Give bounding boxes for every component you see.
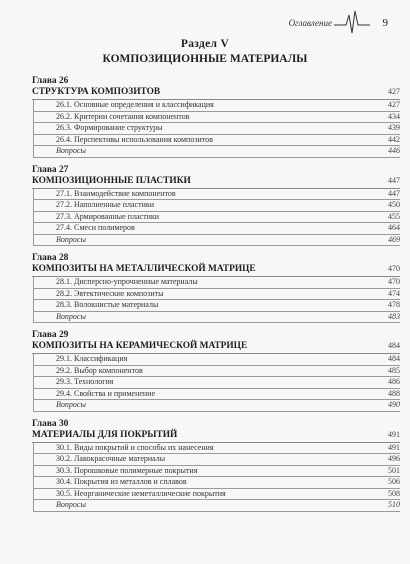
entry-text: 30.2. Лакокрасочные материалы: [56, 454, 166, 463]
entry-page-number: 508: [388, 488, 400, 498]
chapter-page-number: 484: [388, 341, 400, 350]
entry-page-number: 455: [388, 211, 400, 221]
toc-entry[interactable]: [33, 389, 400, 401]
chapter-label: Глава 29: [32, 330, 69, 340]
toc-entry[interactable]: [33, 100, 400, 112]
entry-page-number: 478: [388, 300, 400, 309]
entry-page-number: 474: [388, 288, 400, 298]
toc-entry[interactable]: [33, 354, 400, 366]
toc-entry[interactable]: [33, 454, 400, 466]
chapter-label: Глава 26: [32, 76, 69, 86]
entry-text: 26.4. Перспективы использования композитов: [56, 134, 213, 144]
toc-entry[interactable]: [33, 189, 400, 201]
entry-text: 29.4. Свойства и применение: [56, 388, 156, 398]
entry-page-number: 490: [388, 400, 400, 409]
entry-text: Вопросы: [56, 500, 86, 509]
toc-entry[interactable]: [33, 366, 400, 378]
entry-page-number: 427: [388, 100, 400, 109]
chapter: [32, 76, 400, 158]
entry-text: Вопросы: [56, 234, 86, 244]
toc-entry[interactable]: [33, 300, 400, 312]
chapter-page-number: 427: [388, 87, 400, 96]
chapter: [32, 419, 400, 512]
toc-entry[interactable]: [33, 277, 400, 289]
section-title: КОМПОЗИЦИОННЫЕ МАТЕРИАЛЫ: [102, 53, 308, 65]
entry-page-number: 447: [388, 188, 400, 198]
entry-page-number: 470: [388, 277, 400, 286]
section-heading: [0, 38, 410, 65]
entry-text: 30.3. Порошковые полимерные покрытия: [56, 465, 198, 475]
questions-entry[interactable]: [33, 312, 400, 324]
entry-text: 27.2. Наполненные пластики: [56, 200, 155, 209]
entry-page-number: 491: [388, 442, 400, 452]
entry-text: Вопросы: [56, 400, 86, 409]
chapter-title-line[interactable]: [32, 86, 400, 100]
toc-entry[interactable]: [33, 112, 400, 124]
chapter-title: КОМПОЗИЦИОННЫЕ ПЛАСТИКИ: [32, 175, 191, 186]
section-label: Раздел V: [180, 38, 230, 50]
entry-text: 30.5. Неорганические неметаллические покрытия: [56, 488, 226, 498]
chapter: [32, 253, 400, 323]
entry-text: 30.1. Виды покрытий и способы их нанесения: [56, 442, 214, 452]
entry-page-number: 464: [388, 223, 400, 232]
chapter: [32, 165, 400, 247]
entry-text: 30.4. Покрытия из металлов и сплавов: [56, 477, 187, 486]
page-number: 9: [382, 17, 388, 29]
entry-page-number: 488: [388, 388, 400, 398]
chapter-label: Глава 30: [32, 418, 69, 429]
chapter-title-line[interactable]: [32, 175, 400, 189]
entry-text: 26.2. Критерии сочетания компонентов: [56, 111, 190, 121]
chapter-page-number: 470: [388, 264, 400, 273]
entry-text: 26.1. Основные определения и классификация: [56, 100, 214, 109]
chapter-page-number: 491: [388, 429, 400, 439]
entry-page-number: 501: [388, 465, 400, 475]
chapter-title: СТРУКТУРА КОМПОЗИТОВ: [32, 87, 161, 97]
questions-entry[interactable]: [33, 235, 400, 247]
entry-text: 26.3. Формирование структуры: [56, 123, 163, 132]
toc-entry[interactable]: [33, 212, 400, 224]
chapter-title: КОМПОЗИТЫ НА КЕРАМИЧЕСКОЙ МАТРИЦЕ: [32, 341, 248, 351]
chapter-label: Глава 28: [32, 253, 69, 263]
questions-entry[interactable]: [33, 500, 400, 512]
chapter-title-line[interactable]: [32, 263, 400, 277]
entry-page-number: 434: [388, 111, 400, 121]
pulse-line-icon: [334, 9, 370, 35]
entry-page-number: 439: [388, 123, 400, 132]
chapter-title: КОМПОЗИТЫ НА МЕТАЛЛИЧЕСКОЙ МАТРИЦЕ: [32, 264, 256, 274]
questions-entry[interactable]: [33, 146, 400, 158]
entry-page-number: 496: [388, 454, 400, 463]
toc-entry[interactable]: [33, 377, 400, 389]
toc-entry[interactable]: [33, 466, 400, 478]
toc-entry[interactable]: [33, 443, 400, 455]
entry-text: 28.1. Дисперсно-упрочненные материалы: [56, 277, 198, 286]
toc-entry[interactable]: [33, 489, 400, 501]
entry-text: Вопросы: [56, 146, 86, 155]
chapter-page-number: 447: [388, 175, 400, 185]
entry-text: 27.1. Взаимодействие компонентов: [56, 188, 176, 198]
toc-entry[interactable]: [33, 223, 400, 235]
entry-page-number: 485: [388, 365, 400, 375]
chapter-title: МАТЕРИАЛЫ ДЛЯ ПОКРЫТИЙ: [32, 429, 178, 440]
chapter: [32, 330, 400, 412]
toc-entry[interactable]: [33, 135, 400, 147]
toc-entry[interactable]: [33, 289, 400, 301]
table-of-contents: [32, 76, 400, 519]
chapter-label: Глава 27: [32, 164, 69, 175]
chapter-title-line[interactable]: [32, 429, 400, 443]
entry-page-number: 446: [388, 146, 400, 155]
entry-text: 27.3. Армированные пластики: [56, 211, 160, 221]
entry-page-number: 510: [388, 500, 400, 509]
entry-text: 27.4. Смеси полимеров: [56, 223, 135, 232]
entry-page-number: 450: [388, 200, 400, 209]
toc-entry[interactable]: [33, 200, 400, 212]
running-header: [30, 12, 396, 34]
running-title: Оглавление: [288, 18, 332, 28]
toc-entry[interactable]: [33, 123, 400, 135]
chapter-title-line[interactable]: [32, 340, 400, 354]
entry-page-number: 486: [388, 377, 400, 386]
entry-text: 28.2. Эвтектические композиты: [56, 288, 164, 298]
entry-page-number: 469: [388, 234, 400, 244]
entry-text: 29.2. Выбор компонентов: [56, 365, 143, 375]
entry-text: 29.1. Классификация: [56, 354, 128, 363]
entry-text: Вопросы: [56, 311, 86, 321]
entry-text: 28.3. Волокнистые материалы: [56, 300, 159, 309]
entry-page-number: 483: [388, 311, 400, 321]
entry-page-number: 506: [388, 477, 400, 486]
questions-entry[interactable]: [33, 400, 400, 412]
entry-page-number: 442: [388, 134, 400, 144]
entry-page-number: 484: [388, 354, 400, 363]
toc-entry[interactable]: [33, 477, 400, 489]
entry-text: 29.3. Технология: [56, 377, 114, 386]
